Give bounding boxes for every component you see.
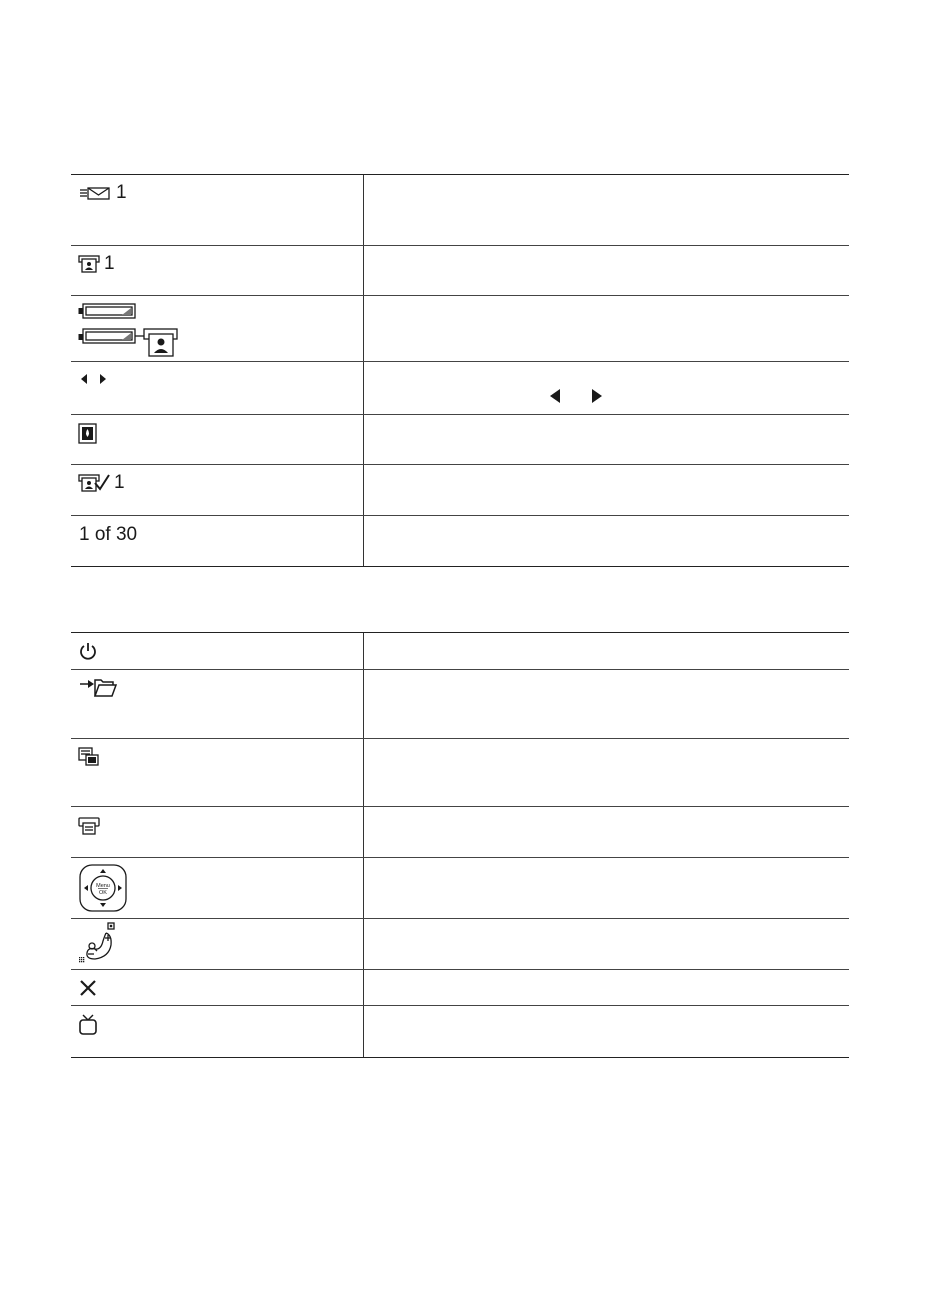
- print-icon: [78, 816, 100, 836]
- table-row: [71, 1006, 849, 1057]
- table-row: [71, 970, 849, 1006]
- photo-selected-check-icon: [78, 473, 110, 493]
- print-queue-count: 1: [104, 253, 115, 274]
- menu-ok-navigation-pad-icon: [78, 863, 128, 913]
- email-count: 1: [116, 182, 127, 203]
- left-right-arrows-icon: [547, 388, 607, 404]
- table-row: [71, 516, 849, 566]
- table-row: [71, 362, 849, 415]
- battery-level-icon: [78, 303, 190, 357]
- left-right-arrows-icon: [78, 372, 108, 386]
- table-row: [71, 296, 849, 362]
- cancel-x-icon: [78, 978, 98, 998]
- table-row: [71, 670, 849, 739]
- table-row: [71, 739, 849, 807]
- table-row: [71, 465, 849, 516]
- table-row: [71, 415, 849, 465]
- selected-count: 1: [114, 472, 125, 493]
- table-row: [71, 807, 849, 858]
- status-icons-table: [71, 174, 849, 567]
- button-icons-table: [71, 632, 849, 1058]
- power-icon: [78, 641, 98, 661]
- save-to-folder-icon: [78, 676, 118, 698]
- email-send-icon: [78, 184, 112, 202]
- tv-icon: [78, 1014, 98, 1036]
- photo-print-icon: [78, 255, 100, 273]
- menu-label: Menu: [96, 883, 110, 889]
- ok-label: OK: [99, 890, 107, 896]
- table-row: [71, 858, 849, 919]
- layout-print-icon: [78, 747, 100, 767]
- table-row: [71, 246, 849, 296]
- table-row: [71, 919, 849, 970]
- photo-counter: 1 of 30: [79, 524, 138, 545]
- zoom-plus-minus-icon: [78, 921, 118, 965]
- table-row: [71, 175, 849, 246]
- ink-cartridge-icon: [78, 423, 98, 445]
- table-row: [71, 633, 849, 670]
